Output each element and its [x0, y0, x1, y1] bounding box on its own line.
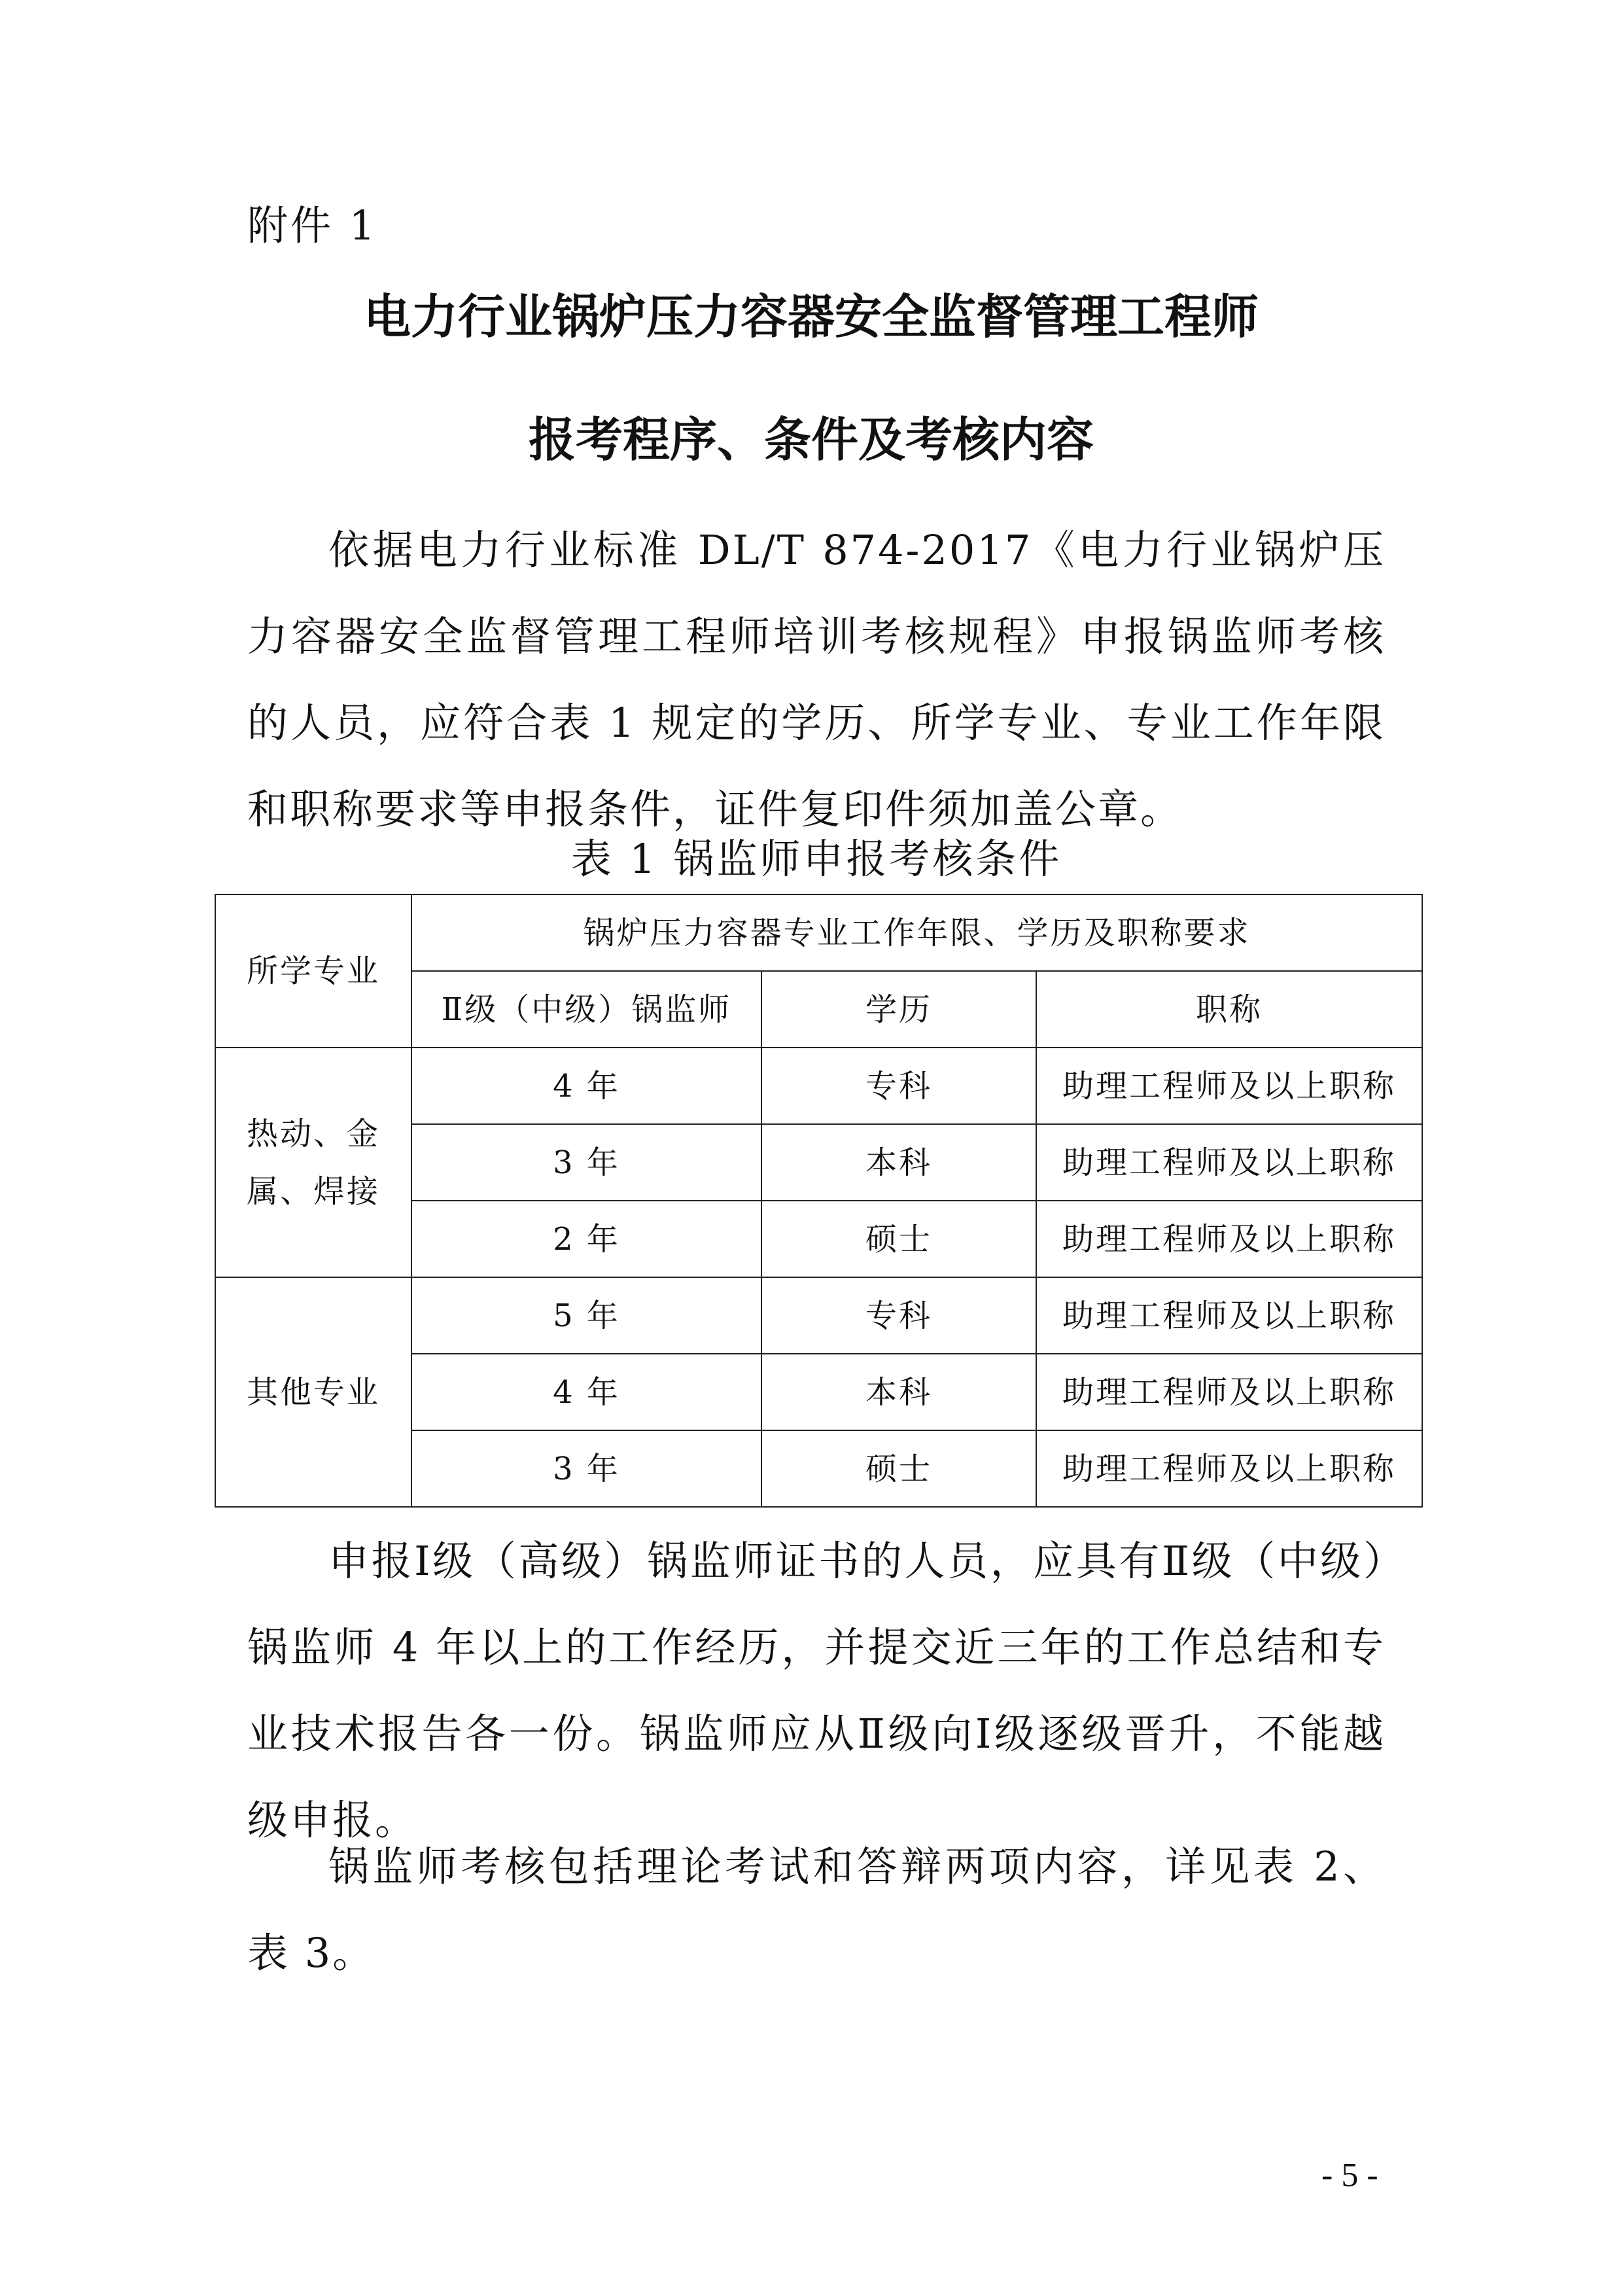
title-cell: 助理工程师及以上职称	[1036, 1277, 1422, 1354]
header-level-cell: Ⅱ级（中级）锅监师	[411, 971, 761, 1048]
title-cell: 助理工程师及以上职称	[1036, 1201, 1422, 1277]
document-title-line-1: 电力行业锅炉压力容器安全监督管理工程师	[363, 289, 1259, 344]
conditions-table	[215, 894, 1423, 1508]
intro-paragraph: 依据电力行业标准 DL/T 874-2017《电力行业锅炉压力容器安全监督管理工程师培训考核规程》申报锅监师考核的人员，应符合表 1 规定的学历、所学专业、专业工作年限和职称要求等申报条件，证件复印件须加盖公章。	[247, 526, 1386, 833]
title-cell: 助理工程师及以上职称	[1036, 1124, 1422, 1201]
header-education-cell: 学历	[761, 971, 1036, 1048]
document-title-line-2: 报考程序、条件及考核内容	[528, 412, 1094, 467]
education-cell: 专科	[761, 1277, 1036, 1354]
level1-paragraph: 申报Ⅰ级（高级）锅监师证书的人员，应具有Ⅱ级（中级）锅监师 4 年以上的工作经历，并提交近三年的工作总结和专业技术报告各一份。锅监师应从Ⅱ级向Ⅰ级逐级晋升，不能越级申报。	[247, 1537, 1386, 1844]
education-cell: 本科	[761, 1354, 1036, 1430]
years-cell: 3 年	[411, 1124, 761, 1201]
header-group-cell: 锅炉压力容器专业工作年限、学历及职称要求	[411, 894, 1422, 971]
years-cell: 5 年	[411, 1277, 761, 1354]
education-cell: 硕士	[761, 1201, 1036, 1277]
major-cell: 热动、金属、焊接	[215, 1048, 411, 1277]
title-cell: 助理工程师及以上职称	[1036, 1430, 1422, 1507]
years-cell: 4 年	[411, 1354, 761, 1430]
major-cell: 其他专业	[215, 1277, 411, 1507]
table-caption: 表 1 锅监师申报考核条件	[570, 835, 1062, 883]
education-cell: 硕士	[761, 1430, 1036, 1507]
attachment-label: 附件 1	[247, 202, 378, 249]
years-cell: 2 年	[411, 1201, 761, 1277]
page-number: - 5 -	[1321, 2157, 1378, 2194]
education-cell: 专科	[761, 1048, 1036, 1124]
table-row	[215, 1048, 1422, 1124]
assessment-paragraph: 锅监师考核包括理论考试和答辩两项内容，详见表 2、表 3。	[247, 1843, 1386, 1977]
table-row	[215, 1277, 1422, 1354]
header-title-cell: 职称	[1036, 971, 1422, 1048]
years-cell: 3 年	[411, 1430, 761, 1507]
years-cell: 4 年	[411, 1048, 761, 1124]
header-major-cell: 所学专业	[215, 894, 411, 1048]
table-header-row-1	[215, 894, 1422, 971]
title-cell: 助理工程师及以上职称	[1036, 1048, 1422, 1124]
education-cell: 本科	[761, 1124, 1036, 1201]
title-cell: 助理工程师及以上职称	[1036, 1354, 1422, 1430]
